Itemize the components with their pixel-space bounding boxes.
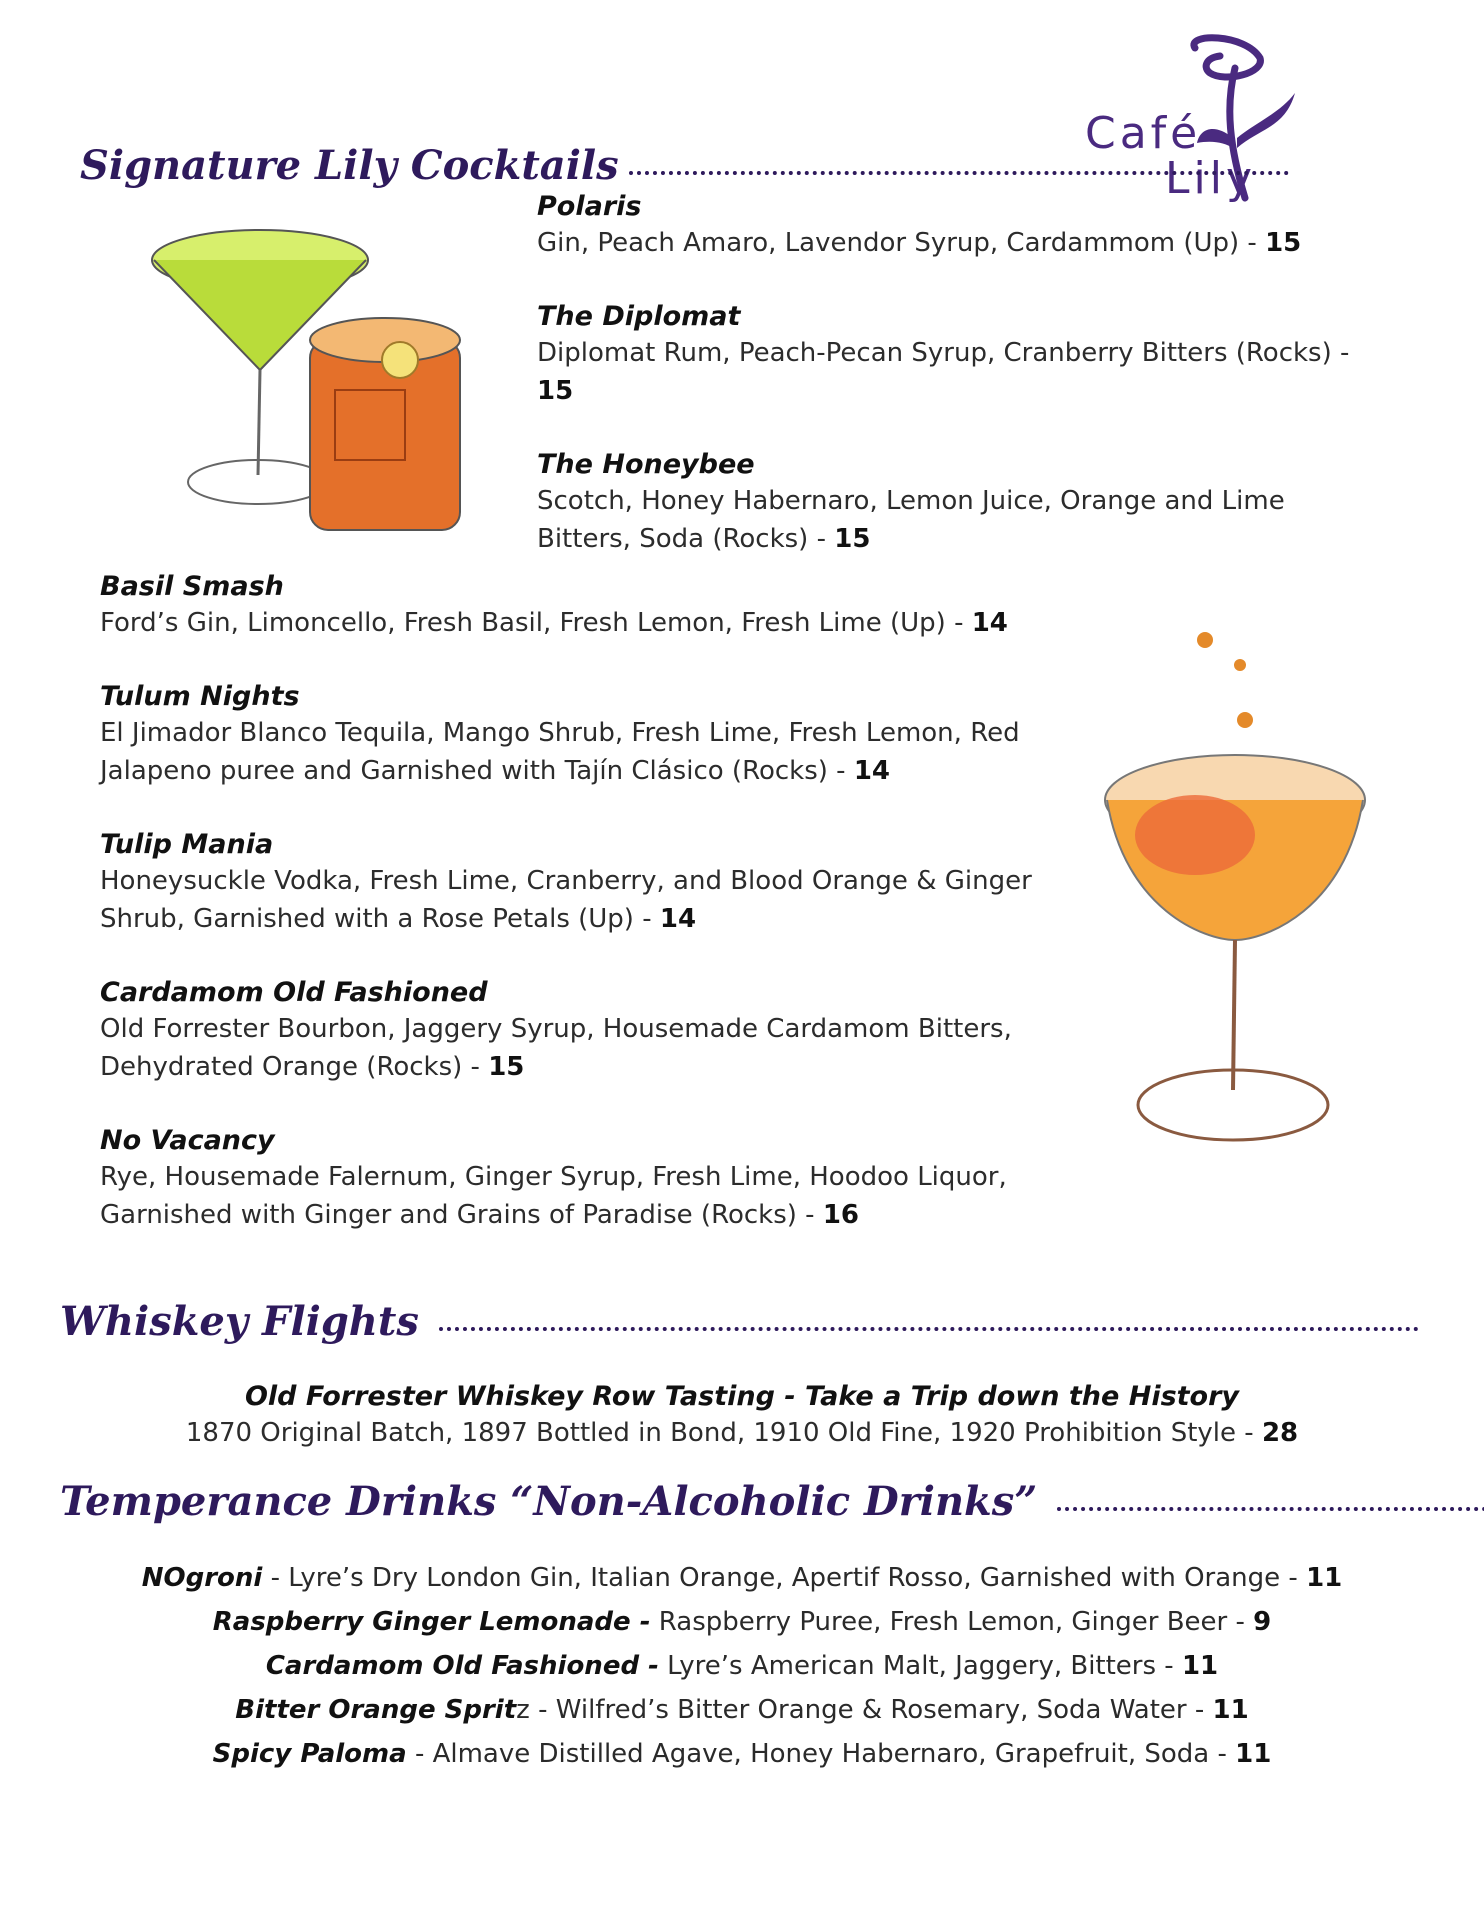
item-price: 16 (822, 1200, 860, 1230)
item-desc: Ford’s Gin, Limoncello, Fresh Basil, Fresh Lemon, Fresh Lime (Up) - (100, 608, 972, 638)
logo-line1: Café (1085, 108, 1202, 159)
martini-glass-icon (140, 220, 500, 540)
item-name: Raspberry Ginger Lemonade - (212, 1607, 651, 1637)
dotted-leader (629, 171, 1289, 175)
signature-top-list (537, 190, 1357, 558)
item-desc: Diplomat Rum, Peach-Pecan Syrup, Cranberry Bitters (Rocks) - (537, 338, 1350, 368)
item-price: 11 (1306, 1563, 1343, 1593)
item-desc: Scotch, Honey Habernaro, Lemon Juice, Orange and Lime Bitters, Soda (Rocks) - (537, 486, 1285, 554)
item-price: 15 (488, 1052, 525, 1082)
item-name: Old Forrester Whiskey Row Tasting - Take a Trip down the History (244, 1381, 1240, 1412)
menu-item (537, 300, 1357, 410)
item-desc: z - Wilfred’s Bitter Orange & Rosemary, Soda Water - (516, 1695, 1213, 1725)
item-name: Tulip Mania (100, 829, 274, 860)
item-price: 14 (853, 756, 891, 786)
whiskey-title: Whiskey Flights (60, 1298, 419, 1345)
logo-line2: Lily (1165, 153, 1257, 204)
item-desc: Lyre’s American Malt, Jaggery, Bitters - (658, 1651, 1182, 1681)
menu-item (100, 976, 1020, 1086)
item-name: The Diplomat (537, 301, 741, 332)
item-price: 15 (537, 376, 574, 406)
item-price: 9 (1253, 1607, 1272, 1637)
dotted-leader (439, 1327, 1419, 1331)
item-name: Bitter Orange Sprit (235, 1695, 517, 1725)
list-item (0, 1732, 1484, 1776)
item-name: NOgroni (141, 1563, 263, 1593)
item-desc: 1870 Original Batch, 1897 Bottled in Bond, 1910 Old Fine, 1920 Prohibition Style - (185, 1418, 1262, 1448)
list-item (0, 1644, 1484, 1688)
item-desc: - Almave Distilled Agave, Honey Habernaro, Grapefruit, Soda - (406, 1739, 1236, 1769)
item-price: 11 (1212, 1695, 1249, 1725)
menu-item (100, 680, 1110, 790)
cocktail-illustration-2 (1095, 580, 1375, 1160)
item-desc: Rye, Housemade Falernum, Ginger Syrup, Fresh Lime, Hoodoo Liquor, Garnished with Ginger and Grains of Paradise (Rocks) - (100, 1162, 1007, 1230)
item-price: 11 (1235, 1739, 1272, 1769)
item-name: Basil Smash (100, 571, 284, 602)
dotted-leader (1057, 1507, 1484, 1511)
temperance-heading (60, 1478, 1484, 1525)
menu-item (537, 190, 1357, 262)
item-desc: Old Forrester Bourbon, Jaggery Syrup, Housemade Cardamom Bitters, Dehydrated Orange (Rocks) - (100, 1014, 1012, 1082)
cocktail-illustration-1 (140, 220, 500, 540)
item-name: Spicy Paloma (212, 1739, 407, 1769)
signature-heading (80, 142, 1289, 189)
signature-title: Signature Lily Cocktails (80, 142, 619, 189)
temperance-list (0, 1556, 1484, 1776)
item-name: Cardamom Old Fashioned - (265, 1651, 659, 1681)
item-price: 15 (834, 524, 871, 554)
list-item (0, 1600, 1484, 1644)
item-desc: Gin, Peach Amaro, Lavendor Syrup, Cardammom (Up) - (537, 228, 1266, 258)
item-name: No Vacancy (100, 1125, 275, 1156)
item-price: 14 (971, 608, 1008, 638)
item-price: 28 (1261, 1418, 1299, 1448)
item-name: Cardamom Old Fashioned (100, 977, 488, 1008)
item-price: 11 (1181, 1651, 1219, 1681)
item-desc: Honeysuckle Vodka, Fresh Lime, Cranberry, and Blood Orange & Ginger Shrub, Garnished with a Rose Petals (Up) - (100, 866, 1032, 934)
cocktail-glass-icon (1095, 580, 1375, 1160)
menu-item (537, 448, 1337, 558)
item-desc: Raspberry Puree, Fresh Lemon, Ginger Beer - (650, 1607, 1254, 1637)
item-desc: El Jimador Blanco Tequila, Mango Shrub, Fresh Lime, Fresh Lemon, Red Jalapeno puree and Garnished with Tajín Clásico (Rocks) - (100, 718, 1020, 786)
temperance-title: Temperance Drinks “Non-Alcoholic Drinks” (60, 1478, 1038, 1525)
item-price: 15 (1265, 228, 1302, 258)
item-name: Tulum Nights (100, 681, 300, 712)
signature-main-list (100, 570, 1110, 1234)
menu-item (100, 1124, 1110, 1234)
list-item (0, 1556, 1484, 1600)
whiskey-heading (60, 1298, 1419, 1345)
menu-item (100, 828, 1110, 938)
item-name: The Honeybee (537, 449, 755, 480)
whiskey-flight-item (0, 1380, 1484, 1452)
item-desc: - Lyre’s Dry London Gin, Italian Orange, Apertif Rosso, Garnished with Orange - (262, 1563, 1307, 1593)
item-name: Polaris (537, 191, 642, 222)
item-price: 14 (659, 904, 697, 934)
list-item (0, 1688, 1484, 1732)
menu-item (100, 570, 1110, 642)
